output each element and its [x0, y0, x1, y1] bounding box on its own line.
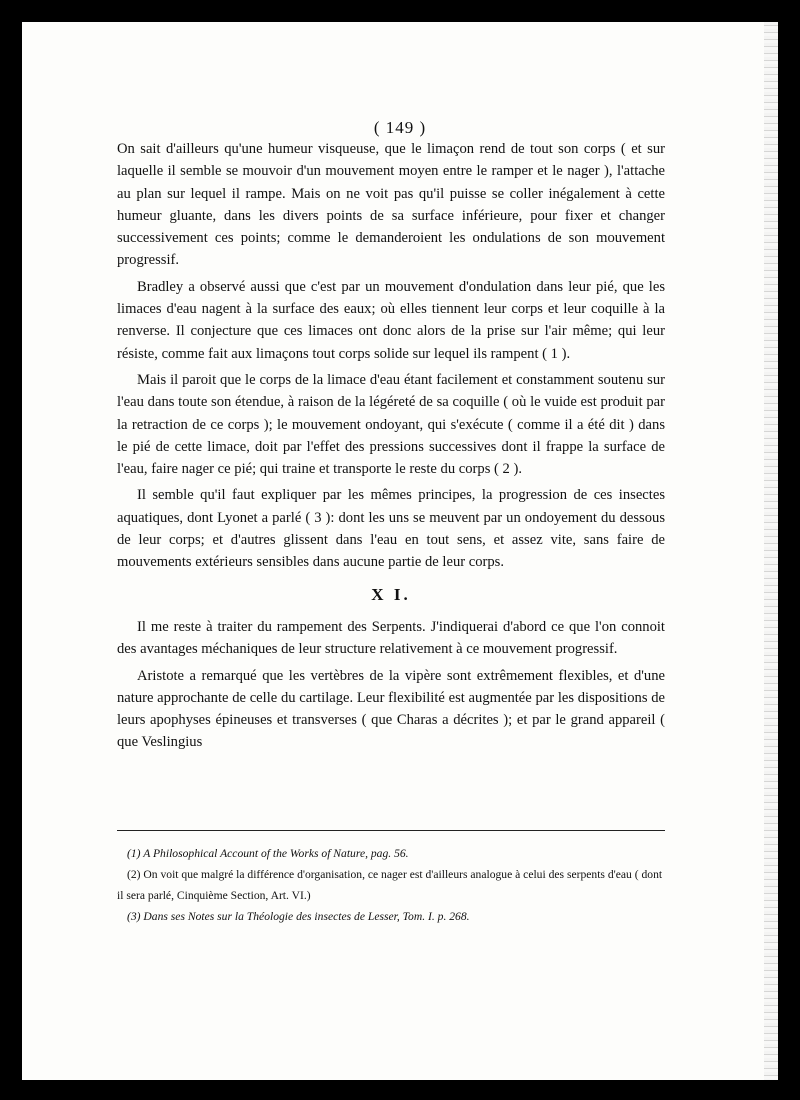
paragraph: Aristote a remarqué que les vertèbres de la vipère sont extrêmement flexibles, et d'une nature approchante de celle du cartilage. Leur flexibilité est augmentée par les dispositions de leurs apophyses épineuses et transverses ( que Charas a décrites ); et par le grand appareil ( que Veslingius: [117, 667, 665, 751]
section-heading: X I.: [371, 584, 411, 604]
page-edge: [764, 22, 778, 1080]
paragraph: On sait d'ailleurs qu'une humeur visqueuse, que le limaçon rend de tout son corps ( et sur laquelle il semble se mouvoir d'un mouvement moyen entre le ramper et le nager ), l'attache au plan sur lequel il rampe. Mais on ne voit pas qu'il puisse se coller inégalement à cette humeur gluante, dans les divers points de sa surface inférieure, pour fixer et changer successivement ces points; comme le demanderoient les ondulations de son mouvement progressif.: [117, 141, 665, 269]
page-number: ( 149 ): [373, 118, 427, 137]
footnote: (1) A Philosophical Account of the Works of Nature, pag. 56.: [127, 847, 409, 860]
footnotes: [117, 830, 665, 927]
book-page: [22, 22, 778, 1080]
paragraph: Mais il paroit que le corps de la limace d'eau étant facilement et constamment soutenu sur l'eau dans toute son étendue, à raison de la légéreté de sa coquille ( où le vuide est produit par la retraction de ce corps ); le mouvement ondoyant, qui s'exécute ( comme il a été dit ) dans le pié de cette limace, doit par l'effet des pressions successives dont il frappe la surface de l'eau, faire nager ce pié; qui traine et transporte le reste du corps ( 2 ).: [117, 371, 665, 478]
paragraph: Bradley a observé aussi que c'est par un mouvement d'ondulation dans leur pié, que les limaces d'eau nagent à la surface des eaux; où elles tiennent leur corps et leur coquille à la renverse. Il conjecture que ces limaces ont donc alors de la prise sur l'air même; qui leur résiste, comme fait aux limaçons tout corps solide sur lequel ils rampent ( 1 ).: [117, 278, 665, 362]
footnote: (2) On voit que malgré la différence d'organisation, ce nager est d'ailleurs analogue à celui des serpents d'eau ( dont il sera parlé, Cinquième Section, Art. VI.): [117, 868, 663, 902]
footnote: (3) Dans ses Notes sur la Théologie des insectes de Lesser, Tom. I. p. 268.: [127, 910, 470, 923]
paragraph: Il me reste à traiter du rampement des Serpents. J'indiquerai d'abord ce que l'on connoit des avantages méchaniques de leur structure relativement à ce mouvement progressif.: [117, 618, 665, 658]
main-text: [117, 138, 665, 758]
paragraph: Il semble qu'il faut expliquer par les mêmes principes, la progression de ces insectes aquatiques, dont Lyonet a parlé ( 3 ): dont les uns se meuvent par un ondoyement du dessous de leur corps; et d'autres glissent dans l'eau en tout sens, et assez vite, sans faire de mouvements extérieurs sensibles dans aucune partie de leur corps.: [117, 487, 665, 571]
